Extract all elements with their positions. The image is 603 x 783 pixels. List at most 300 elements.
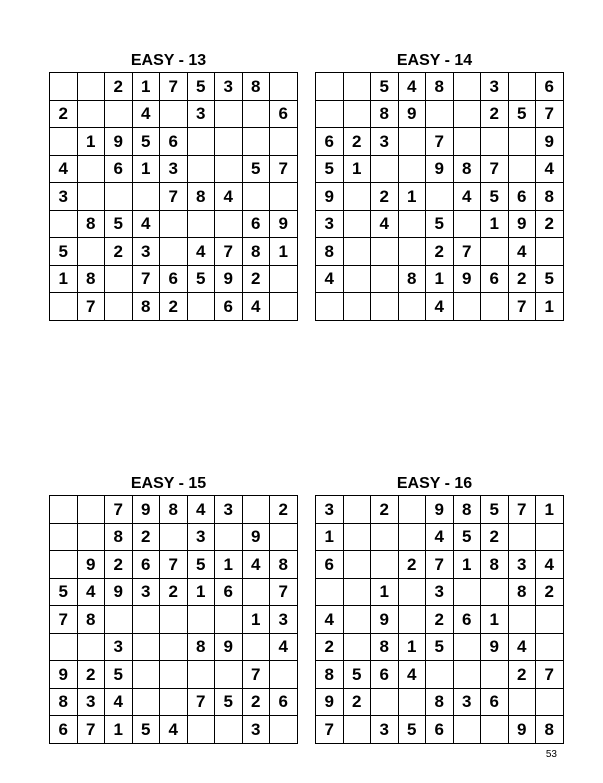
grid-cell xyxy=(132,606,160,634)
grid-cell: 3 xyxy=(371,716,399,744)
grid-cell xyxy=(187,293,215,321)
grid-cell xyxy=(371,523,399,551)
grid-row xyxy=(50,716,298,744)
grid-cell: 4 xyxy=(270,633,298,661)
grid-cell xyxy=(371,155,399,183)
grid-cell: 6 xyxy=(481,265,509,293)
grid-row xyxy=(316,128,564,156)
grid-cell xyxy=(536,688,564,716)
grid-cell xyxy=(453,100,481,128)
grid-cell: 4 xyxy=(453,183,481,211)
grid-cell: 6 xyxy=(215,578,243,606)
grid-cell xyxy=(160,100,188,128)
grid-cell: 8 xyxy=(77,265,105,293)
grid-cell: 9 xyxy=(398,100,426,128)
grid-cell: 9 xyxy=(105,578,133,606)
grid-cell xyxy=(270,293,298,321)
grid-cell: 6 xyxy=(536,73,564,101)
grid-cell xyxy=(242,183,270,211)
grid-cell xyxy=(215,716,243,744)
grid-row xyxy=(316,716,564,744)
grid-cell xyxy=(132,633,160,661)
grid-cell: 4 xyxy=(371,210,399,238)
grid-cell: 5 xyxy=(481,496,509,524)
grid-cell: 7 xyxy=(50,606,78,634)
grid-cell: 3 xyxy=(508,551,536,579)
grid-cell xyxy=(187,606,215,634)
grid-cell xyxy=(316,100,344,128)
grid-cell: 7 xyxy=(426,128,454,156)
grid-cell: 2 xyxy=(160,293,188,321)
grid-cell: 8 xyxy=(132,293,160,321)
grid-cell: 4 xyxy=(132,100,160,128)
grid-row xyxy=(50,265,298,293)
grid-cell xyxy=(77,73,105,101)
grid-cell: 9 xyxy=(242,523,270,551)
grid-cell: 4 xyxy=(242,293,270,321)
grid-cell: 6 xyxy=(215,293,243,321)
grid-cell: 2 xyxy=(426,238,454,266)
grid-row xyxy=(316,633,564,661)
grid-cell xyxy=(187,210,215,238)
grid-row xyxy=(50,523,298,551)
grid-cell: 2 xyxy=(481,100,509,128)
grid-cell: 2 xyxy=(160,578,188,606)
grid-cell: 6 xyxy=(508,183,536,211)
grid-cell: 8 xyxy=(536,716,564,744)
grid-cell xyxy=(371,238,399,266)
grid-cell: 4 xyxy=(242,551,270,579)
grid-cell xyxy=(242,100,270,128)
grid-cell: 5 xyxy=(371,73,399,101)
grid-cell xyxy=(371,293,399,321)
grid-row xyxy=(316,661,564,689)
grid-cell: 2 xyxy=(343,688,371,716)
grid-row xyxy=(316,183,564,211)
grid-cell: 2 xyxy=(105,238,133,266)
grid-cell: 2 xyxy=(536,578,564,606)
grid-cell: 7 xyxy=(270,155,298,183)
grid-cell: 5 xyxy=(508,100,536,128)
grid-cell xyxy=(398,496,426,524)
grid-cell xyxy=(481,128,509,156)
grid-cell xyxy=(536,606,564,634)
grid-row xyxy=(316,578,564,606)
grid-cell xyxy=(536,633,564,661)
grid-cell xyxy=(270,661,298,689)
grid-cell xyxy=(50,496,78,524)
grid-cell: 7 xyxy=(160,73,188,101)
grid-cell: 2 xyxy=(508,661,536,689)
grid-cell: 7 xyxy=(77,293,105,321)
grid-cell xyxy=(105,265,133,293)
grid-cell: 3 xyxy=(132,578,160,606)
grid-cell xyxy=(343,578,371,606)
grid-cell: 4 xyxy=(77,578,105,606)
grid-cell: 8 xyxy=(426,688,454,716)
puzzle-title: EASY - 15 xyxy=(130,475,207,492)
grid-cell: 2 xyxy=(398,551,426,579)
grid-cell: 4 xyxy=(132,210,160,238)
grid-cell: 8 xyxy=(77,606,105,634)
grid-cell xyxy=(242,578,270,606)
grid-cell: 8 xyxy=(316,238,344,266)
grid-cell xyxy=(508,688,536,716)
grid-cell: 9 xyxy=(215,265,243,293)
grid-cell: 6 xyxy=(371,661,399,689)
grid-cell: 9 xyxy=(508,210,536,238)
sudoku-grid xyxy=(315,495,564,744)
puzzle-title: EASY - 16 xyxy=(396,475,473,492)
grid-cell xyxy=(453,293,481,321)
grid-cell: 3 xyxy=(105,633,133,661)
grid-cell: 6 xyxy=(105,155,133,183)
grid-cell: 6 xyxy=(270,688,298,716)
grid-cell: 5 xyxy=(187,551,215,579)
grid-cell xyxy=(453,578,481,606)
grid-cell: 7 xyxy=(160,551,188,579)
grid-cell: 5 xyxy=(343,661,371,689)
grid-cell: 5 xyxy=(426,633,454,661)
grid-cell: 3 xyxy=(160,155,188,183)
grid-cell xyxy=(343,716,371,744)
grid-cell xyxy=(242,128,270,156)
grid-row xyxy=(316,606,564,634)
grid-cell: 3 xyxy=(50,183,78,211)
grid-cell: 1 xyxy=(316,523,344,551)
grid-cell: 8 xyxy=(508,578,536,606)
grid-cell: 5 xyxy=(536,265,564,293)
grid-cell: 8 xyxy=(426,73,454,101)
grid-cell xyxy=(215,661,243,689)
grid-cell: 6 xyxy=(132,551,160,579)
grid-row xyxy=(316,210,564,238)
grid-cell: 9 xyxy=(371,606,399,634)
grid-cell: 8 xyxy=(242,238,270,266)
grid-cell: 5 xyxy=(132,128,160,156)
grid-row xyxy=(50,496,298,524)
grid-cell: 1 xyxy=(343,155,371,183)
grid-cell xyxy=(426,183,454,211)
grid-cell: 5 xyxy=(105,661,133,689)
grid-cell: 9 xyxy=(270,210,298,238)
grid-cell xyxy=(242,496,270,524)
grid-row xyxy=(50,155,298,183)
grid-row xyxy=(316,155,564,183)
grid-cell: 4 xyxy=(508,238,536,266)
grid-cell: 9 xyxy=(426,155,454,183)
grid-row xyxy=(50,688,298,716)
grid-cell: 4 xyxy=(316,265,344,293)
grid-cell xyxy=(508,73,536,101)
grid-cell xyxy=(77,100,105,128)
grid-cell xyxy=(398,238,426,266)
grid-cell xyxy=(398,606,426,634)
grid-cell xyxy=(536,238,564,266)
grid-cell: 2 xyxy=(105,73,133,101)
grid-cell xyxy=(270,183,298,211)
grid-cell: 9 xyxy=(77,551,105,579)
grid-cell xyxy=(50,293,78,321)
grid-row xyxy=(50,293,298,321)
grid-cell xyxy=(215,606,243,634)
grid-cell xyxy=(343,183,371,211)
grid-row xyxy=(50,551,298,579)
grid-cell: 1 xyxy=(132,73,160,101)
grid-cell xyxy=(132,183,160,211)
grid-cell xyxy=(215,523,243,551)
grid-cell: 2 xyxy=(105,551,133,579)
grid-cell: 6 xyxy=(481,688,509,716)
grid-cell: 5 xyxy=(316,155,344,183)
grid-cell: 7 xyxy=(77,716,105,744)
grid-cell: 9 xyxy=(132,496,160,524)
grid-row xyxy=(50,606,298,634)
grid-cell xyxy=(270,265,298,293)
grid-cell: 3 xyxy=(187,523,215,551)
grid-cell: 7 xyxy=(508,496,536,524)
grid-cell: 1 xyxy=(536,496,564,524)
grid-cell: 8 xyxy=(77,210,105,238)
grid-cell: 2 xyxy=(242,265,270,293)
grid-cell: 2 xyxy=(508,265,536,293)
grid-cell xyxy=(536,523,564,551)
grid-cell xyxy=(160,606,188,634)
grid-cell: 5 xyxy=(187,73,215,101)
grid-cell: 1 xyxy=(426,265,454,293)
grid-cell xyxy=(343,100,371,128)
grid-cell xyxy=(77,238,105,266)
grid-cell: 4 xyxy=(160,716,188,744)
grid-cell: 6 xyxy=(242,210,270,238)
grid-cell xyxy=(77,183,105,211)
grid-cell: 8 xyxy=(371,633,399,661)
grid-cell xyxy=(398,210,426,238)
grid-cell: 7 xyxy=(316,716,344,744)
grid-cell xyxy=(50,73,78,101)
grid-cell: 6 xyxy=(426,716,454,744)
grid-cell xyxy=(105,606,133,634)
grid-cell: 9 xyxy=(536,128,564,156)
grid-row xyxy=(316,265,564,293)
grid-cell: 1 xyxy=(398,183,426,211)
grid-cell xyxy=(187,716,215,744)
grid-cell: 8 xyxy=(536,183,564,211)
grid-cell: 2 xyxy=(371,183,399,211)
grid-cell xyxy=(50,551,78,579)
grid-cell: 4 xyxy=(398,73,426,101)
grid-cell: 8 xyxy=(481,551,509,579)
page-number: 53 xyxy=(545,749,557,760)
grid-cell: 9 xyxy=(316,183,344,211)
grid-cell: 2 xyxy=(343,128,371,156)
grid-cell xyxy=(187,128,215,156)
grid-cell: 4 xyxy=(215,183,243,211)
grid-cell: 5 xyxy=(481,183,509,211)
grid-cell xyxy=(398,578,426,606)
grid-cell xyxy=(160,238,188,266)
grid-cell: 1 xyxy=(132,155,160,183)
sudoku-grid xyxy=(49,72,298,321)
grid-cell xyxy=(343,606,371,634)
grid-cell: 8 xyxy=(371,100,399,128)
grid-cell: 7 xyxy=(105,496,133,524)
grid-cell: 6 xyxy=(316,128,344,156)
grid-cell xyxy=(343,633,371,661)
grid-cell: 1 xyxy=(242,606,270,634)
grid-cell xyxy=(371,265,399,293)
grid-cell xyxy=(160,633,188,661)
grid-cell: 1 xyxy=(270,238,298,266)
grid-cell xyxy=(132,688,160,716)
grid-cell: 2 xyxy=(132,523,160,551)
grid-cell: 5 xyxy=(398,716,426,744)
grid-cell xyxy=(215,128,243,156)
grid-cell xyxy=(187,155,215,183)
grid-cell xyxy=(215,155,243,183)
grid-cell xyxy=(316,578,344,606)
grid-cell: 1 xyxy=(481,210,509,238)
grid-cell xyxy=(343,551,371,579)
grid-cell: 4 xyxy=(105,688,133,716)
grid-cell xyxy=(343,210,371,238)
grid-cell: 6 xyxy=(160,265,188,293)
grid-cell: 8 xyxy=(316,661,344,689)
grid-cell xyxy=(398,128,426,156)
grid-cell xyxy=(453,210,481,238)
grid-cell xyxy=(316,293,344,321)
grid-cell: 3 xyxy=(215,496,243,524)
grid-cell: 8 xyxy=(398,265,426,293)
grid-cell xyxy=(270,73,298,101)
grid-cell: 1 xyxy=(187,578,215,606)
grid-cell xyxy=(77,155,105,183)
grid-row xyxy=(316,523,564,551)
grid-cell xyxy=(398,688,426,716)
grid-row xyxy=(316,73,564,101)
grid-cell: 1 xyxy=(77,128,105,156)
grid-cell: 3 xyxy=(77,688,105,716)
grid-cell: 7 xyxy=(426,551,454,579)
grid-cell: 6 xyxy=(160,128,188,156)
grid-cell xyxy=(481,578,509,606)
grid-row xyxy=(316,100,564,128)
grid-cell: 7 xyxy=(242,661,270,689)
grid-cell xyxy=(105,100,133,128)
grid-cell: 4 xyxy=(426,293,454,321)
grid-cell xyxy=(160,688,188,716)
grid-cell xyxy=(398,155,426,183)
grid-cell xyxy=(508,128,536,156)
grid-cell xyxy=(426,100,454,128)
grid-cell xyxy=(453,73,481,101)
grid-cell: 3 xyxy=(426,578,454,606)
grid-cell: 7 xyxy=(160,183,188,211)
grid-cell: 9 xyxy=(50,661,78,689)
grid-cell xyxy=(77,633,105,661)
grid-cell xyxy=(453,661,481,689)
grid-cell: 1 xyxy=(105,716,133,744)
grid-cell: 5 xyxy=(242,155,270,183)
grid-cell: 7 xyxy=(132,265,160,293)
grid-cell: 1 xyxy=(371,578,399,606)
grid-cell: 1 xyxy=(453,551,481,579)
grid-cell xyxy=(50,210,78,238)
grid-cell xyxy=(50,633,78,661)
grid-cell: 3 xyxy=(453,688,481,716)
grid-cell: 5 xyxy=(50,578,78,606)
grid-cell xyxy=(426,661,454,689)
grid-cell xyxy=(316,73,344,101)
grid-cell: 1 xyxy=(215,551,243,579)
grid-cell: 5 xyxy=(215,688,243,716)
grid-row xyxy=(50,210,298,238)
grid-cell: 5 xyxy=(132,716,160,744)
grid-cell: 4 xyxy=(187,238,215,266)
grid-cell: 2 xyxy=(242,688,270,716)
grid-cell xyxy=(398,293,426,321)
grid-cell: 1 xyxy=(536,293,564,321)
grid-cell: 9 xyxy=(426,496,454,524)
grid-cell xyxy=(453,128,481,156)
puzzle-title: EASY - 13 xyxy=(130,52,207,69)
grid-cell: 6 xyxy=(50,716,78,744)
grid-cell: 3 xyxy=(215,73,243,101)
grid-cell: 3 xyxy=(242,716,270,744)
grid-cell: 3 xyxy=(481,73,509,101)
grid-cell: 3 xyxy=(316,496,344,524)
grid-cell: 4 xyxy=(536,551,564,579)
grid-cell xyxy=(215,100,243,128)
grid-cell: 9 xyxy=(453,265,481,293)
grid-cell: 6 xyxy=(453,606,481,634)
grid-cell xyxy=(453,633,481,661)
grid-row xyxy=(316,551,564,579)
grid-cell xyxy=(371,551,399,579)
grid-cell: 5 xyxy=(50,238,78,266)
grid-cell: 3 xyxy=(371,128,399,156)
grid-cell xyxy=(343,265,371,293)
grid-cell xyxy=(481,293,509,321)
grid-cell xyxy=(270,128,298,156)
grid-cell xyxy=(343,73,371,101)
grid-cell: 4 xyxy=(316,606,344,634)
grid-cell: 5 xyxy=(426,210,454,238)
grid-cell xyxy=(160,210,188,238)
grid-row xyxy=(50,238,298,266)
grid-cell: 9 xyxy=(508,716,536,744)
grid-cell: 8 xyxy=(160,496,188,524)
grid-cell: 9 xyxy=(215,633,243,661)
grid-row xyxy=(50,100,298,128)
grid-cell: 1 xyxy=(481,606,509,634)
grid-cell xyxy=(508,606,536,634)
grid-cell xyxy=(160,523,188,551)
grid-row xyxy=(50,661,298,689)
grid-row xyxy=(50,633,298,661)
grid-cell xyxy=(242,633,270,661)
grid-row xyxy=(316,688,564,716)
grid-cell xyxy=(371,688,399,716)
grid-cell: 4 xyxy=(398,661,426,689)
grid-cell: 8 xyxy=(242,73,270,101)
grid-cell: 7 xyxy=(536,100,564,128)
grid-cell xyxy=(50,523,78,551)
grid-cell: 6 xyxy=(270,100,298,128)
grid-cell: 2 xyxy=(270,496,298,524)
grid-cell: 8 xyxy=(50,688,78,716)
grid-cell xyxy=(343,238,371,266)
